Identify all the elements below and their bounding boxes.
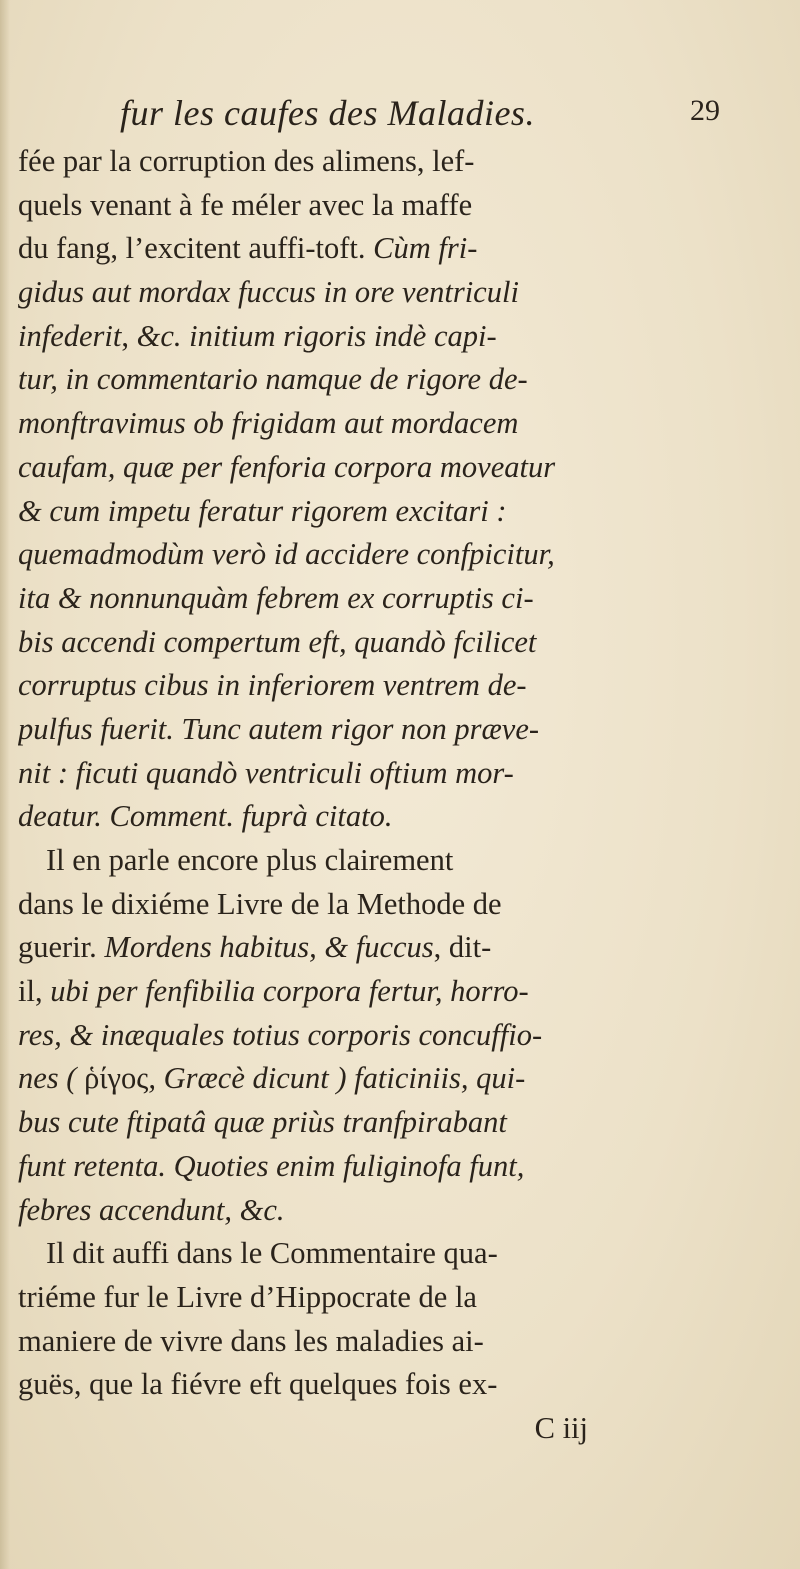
text-segment: maniere de vivre dans les maladies ai-	[18, 1323, 484, 1358]
text-segment: dans le dixiéme Livre de la Methode de	[18, 886, 502, 921]
text-line	[18, 708, 788, 752]
text-line	[18, 271, 788, 315]
text-segment: corruptus cibus in inferiorem ventrem de-	[18, 668, 527, 703]
text-line	[18, 358, 788, 402]
running-title: fur les caufes des Maladies.	[120, 93, 535, 133]
text-segment: bis accendi compertum eft, quandò fcilicet	[18, 624, 537, 659]
text-line	[18, 795, 788, 839]
text-segment: Il en parle encore plus clairement	[46, 843, 454, 877]
text-segment: funt retenta. Quoties enim fuliginofa funt,	[18, 1148, 525, 1183]
text-segment: infederit	[18, 318, 122, 353]
body-text	[18, 140, 788, 1451]
text-line	[18, 839, 788, 883]
text-line	[18, 1101, 788, 1145]
text-segment: Il dit auffi dans le Commentaire qua-	[46, 1236, 498, 1271]
text-line	[18, 227, 788, 271]
text-segment: quels venant à fe méler avec la maffe	[18, 187, 473, 222]
text-segment: ubi per fenfibilia corpora fertur, horro-	[50, 974, 529, 1009]
text-segment: febres accendunt, &c.	[18, 1192, 285, 1227]
page-header	[120, 92, 720, 136]
text-segment: ita & nonnunquàm febrem ex corruptis ci-	[18, 580, 534, 615]
text-line	[18, 1232, 788, 1276]
text-line	[18, 1276, 788, 1320]
text-segment: triéme fur le Livre d’Hippocrate de la	[18, 1279, 477, 1314]
text-segment: guës, que la fiévre eft quelques fois ex-	[18, 1367, 498, 1402]
text-segment: & cum impetu feratur rigorem excitari :	[18, 493, 507, 528]
text-segment: deatur. Comment. fuprà citato.	[18, 799, 393, 834]
text-line	[18, 577, 788, 621]
text-line	[18, 184, 788, 228]
text-line	[18, 1320, 788, 1364]
text-segment: nit : ficuti quandò ventriculi oftium mor-	[18, 755, 514, 790]
text-line	[18, 883, 788, 927]
text-segment: nes (	[18, 1061, 85, 1096]
text-line	[18, 1189, 788, 1233]
text-segment: gidus aut mordax fuccus in ore ventriculi	[18, 275, 519, 310]
text-segment: bus cute ftipatâ quæ priùs tranfpirabant	[18, 1105, 507, 1140]
text-line	[18, 1057, 788, 1101]
text-line	[18, 752, 788, 796]
text-segment: C iij	[534, 1410, 588, 1445]
text-line	[18, 926, 788, 970]
text-line	[18, 1363, 788, 1407]
text-segment: monftravimus ob frigidam aut mordacem	[18, 406, 519, 441]
text-line	[18, 664, 788, 708]
text-segment: il,	[18, 974, 51, 1009]
text-line	[18, 533, 788, 577]
text-segment: guerir.	[18, 930, 105, 965]
text-segment: du fang, l’excitent auffi-toft.	[18, 231, 374, 266]
text-segment: Mordens habitus, & fuccus	[104, 930, 434, 965]
text-line	[18, 140, 788, 184]
text-segment: caufam, quæ per fenforia corpora moveatur	[18, 449, 556, 484]
signature-mark	[18, 1407, 788, 1451]
text-line	[18, 315, 788, 359]
text-segment: pulfus fuerit. Tunc autem rigor non præve-	[18, 711, 540, 746]
text-segment: quemadmodùm verò id accidere confpicitur,	[18, 537, 555, 572]
text-segment: Cùm fri-	[373, 231, 478, 266]
text-line	[18, 621, 788, 665]
text-segment: ῥίγος	[84, 1061, 149, 1096]
text-line	[18, 1014, 788, 1058]
page-number: 29	[690, 94, 720, 127]
text-line	[18, 970, 788, 1014]
text-line	[18, 1145, 788, 1189]
text-segment: tur, in commentario namque de rigore de-	[18, 362, 528, 397]
text-segment: , Græcè dicunt ) faticiniis, qui-	[148, 1061, 526, 1096]
text-segment: ,	[121, 318, 137, 353]
text-line	[18, 402, 788, 446]
text-line	[18, 446, 788, 490]
text-line	[18, 490, 788, 534]
text-segment: fée par la corruption des alimens, lef-	[18, 144, 475, 178]
page-edge-shadow	[0, 0, 10, 1569]
text-segment: , dit-	[433, 930, 492, 965]
text-segment: &c. initium rigoris indè capi-	[136, 318, 497, 353]
text-segment: res, & inæquales totius corporis concuffio-	[18, 1017, 543, 1052]
